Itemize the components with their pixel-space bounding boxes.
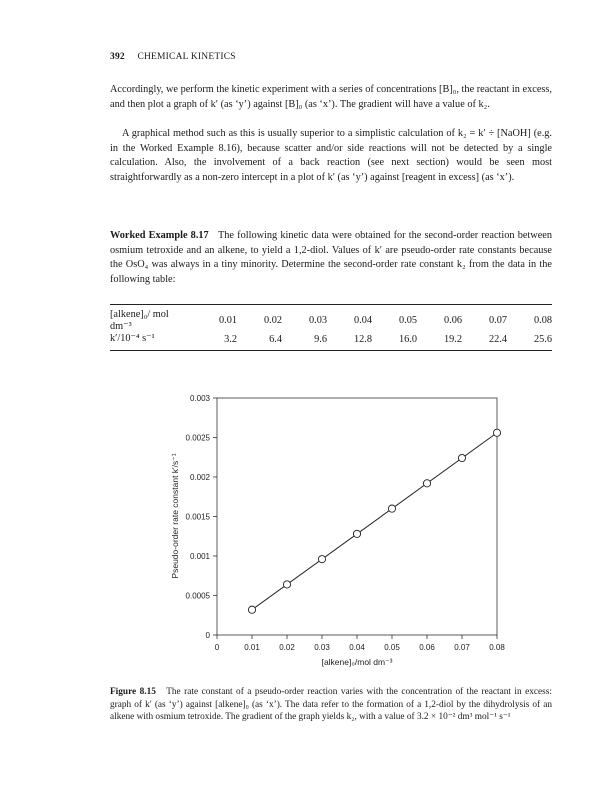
table-cell: 0.07 [462,305,507,333]
data-point [353,530,360,537]
table-cell: 0.03 [282,305,327,333]
table-cell: 6.4 [237,332,282,351]
y-tick-label: 0.002 [189,473,210,482]
x-tick-label: 0.07 [454,643,470,652]
table-cell: 0.08 [507,305,552,333]
table-cell: 9.6 [282,332,327,351]
data-point [318,556,325,563]
y-tick-label: 0.0025 [185,433,210,443]
figure-caption-text: The rate constant of a pseudo-order reaction varies with the concentration of the reactant in excess: graph of k′ (as ‘y’) against [alkene]₀ (as ‘x’). The data refer to the formation of a 1,2-diol by the dihydrolysis of an alkene with osmium tetroxide. The gradient of the graph yields k₂, with a value of 3.2 × 10⁻² dm³ mol⁻¹ s⁻¹ [110,687,552,722]
data-point [248,606,255,613]
table-cell: 25.6 [507,332,552,351]
x-tick-label: 0.04 [349,643,365,652]
table-cell: 0.04 [327,305,372,333]
row-header-rate-constant: k′/10⁻⁴ s⁻¹ [110,332,192,351]
data-point [283,581,290,588]
y-tick-label: 0.0015 [185,512,210,522]
table-cell: 22.4 [462,332,507,351]
data-point [493,429,500,436]
table-cell: 3.2 [192,332,237,351]
y-tick-label: 0.003 [189,394,210,403]
x-tick-label: 0.03 [314,643,330,652]
table-cell: 12.8 [327,332,372,351]
x-tick-label: 0.05 [384,643,400,652]
row-header-concentration: [alkene]₀/ mol dm⁻³ [110,305,192,333]
y-tick-label: 0.001 [189,552,210,561]
table-cell: 0.01 [192,305,237,333]
x-tick-label: 0.01 [244,643,260,652]
paragraph-1: Accordingly, we perform the kinetic experiment with a series of concentrations [B]₀, the reactant in excess, and then plot a graph of k′ (as ‘y’) against [B]₀ (as ‘x’). The gradient will have a value of k₂. [110,84,552,110]
figure-label: Figure 8.15 [110,687,156,697]
table-cell: 0.05 [372,305,417,333]
table-cell: 0.06 [417,305,462,333]
plot-frame [217,398,497,635]
page-number: 392 [110,52,125,62]
y-tick-label: 0 [205,631,210,640]
x-axis-label: [alkene]₀/mol dm⁻³ [321,657,393,667]
data-point [388,505,395,512]
table-cell: 19.2 [417,332,462,351]
y-axis-label: Pseudo-order rate constant k′/s⁻¹ [170,453,180,579]
table-cell: 0.02 [237,305,282,333]
worked-example-label: Worked Example 8.17 [110,230,209,241]
x-tick-label: 0.06 [419,643,435,652]
data-point [423,480,430,487]
x-tick-label: 0.02 [279,643,295,652]
x-tick-label: 0 [214,643,220,652]
table-cell: 16.0 [372,332,417,351]
paragraph-2: A graphical method such as this is usually superior to a simplistic calculation of k₂ = k′ ÷ [NaOH] (e.g. in the Worked Example 8.16), because scatter and/or side reactions will not be detected by a single calculation. Also, the involvement of a back reaction (see next section) would be seen most straightforwardly as a non-zero intercept in a plot of k′ (as ‘y’) against [reagent in excess] (as ‘x’). [110,128,552,183]
x-tick-label: 0.08 [489,643,505,652]
worked-example-text: The following kinetic data were obtained for the second-order reaction between osmium tetroxide and an alkene, to yield a 1,2-diol. Values of k′ are pseudo-order rate constants because the OsO₄ was always in a tiny minority. Determine the second-order rate constant k₂ from the data in the following table: [110,230,552,285]
running-title: CHEMICAL KINETICS [137,52,236,62]
y-tick-label: 0.0005 [185,591,210,601]
data-point [458,454,465,461]
